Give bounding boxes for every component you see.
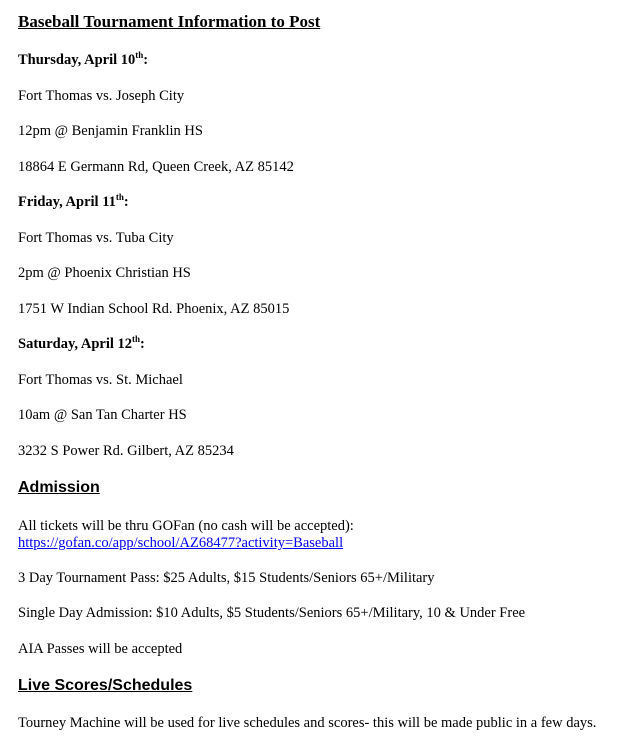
day-label: Saturday, April 12 xyxy=(18,336,133,352)
matchup-friday: Fort Thomas vs. Tuba City xyxy=(18,230,174,246)
day-label: Friday, April 11 xyxy=(18,194,116,210)
day-suffix: th xyxy=(132,334,141,344)
admission-heading: Admission xyxy=(18,479,100,496)
day-heading-thursday xyxy=(18,51,148,69)
matchup-saturday: Fort Thomas vs. St. Michael xyxy=(18,372,183,388)
day-heading-friday xyxy=(18,193,129,211)
day-colon: : xyxy=(143,52,149,68)
day-suffix: th xyxy=(115,192,124,202)
time-venue-friday: 2pm @ Phoenix Christian HS xyxy=(18,265,191,281)
time-venue-saturday: 10am @ San Tan Charter HS xyxy=(18,407,187,423)
aia-passes-text: AIA Passes will be accepted xyxy=(18,641,183,657)
address-saturday: 3232 S Power Rd. Gilbert, AZ 85234 xyxy=(18,443,234,459)
live-scores-heading: Live Scores/Schedules xyxy=(18,677,193,694)
day-suffix: th xyxy=(135,50,144,60)
tickets-link[interactable]: https://gofan.co/app/school/AZ68477?activity=Baseball xyxy=(18,535,344,551)
time-venue-thursday: 12pm @ Benjamin Franklin HS xyxy=(18,123,203,139)
tickets-text: All tickets will be thru GOFan (no cash will be accepted): xyxy=(18,518,354,534)
day-colon: : xyxy=(140,336,145,352)
day-colon: : xyxy=(123,194,129,210)
day-label: Thursday, April 10 xyxy=(18,52,136,68)
document-title: Baseball Tournament Information to Post xyxy=(18,12,321,31)
three-day-pass-text: 3 Day Tournament Pass: $25 Adults, $15 Students/Seniors 65+/Military xyxy=(18,570,435,586)
matchup-thursday: Fort Thomas vs. Joseph City xyxy=(18,88,185,104)
day-heading-saturday xyxy=(18,335,145,353)
address-friday: 1751 W Indian School Rd. Phoenix, AZ 85015 xyxy=(18,301,290,317)
single-day-admission-text: Single Day Admission: $10 Adults, $5 Students/Seniors 65+/Military, 10 & Under Free xyxy=(18,605,526,621)
live-scores-text: Tourney Machine will be used for live schedules and scores- this will be made public in a few days. xyxy=(18,715,597,731)
address-thursday: 18864 E Germann Rd, Queen Creek, AZ 85142 xyxy=(18,159,294,175)
